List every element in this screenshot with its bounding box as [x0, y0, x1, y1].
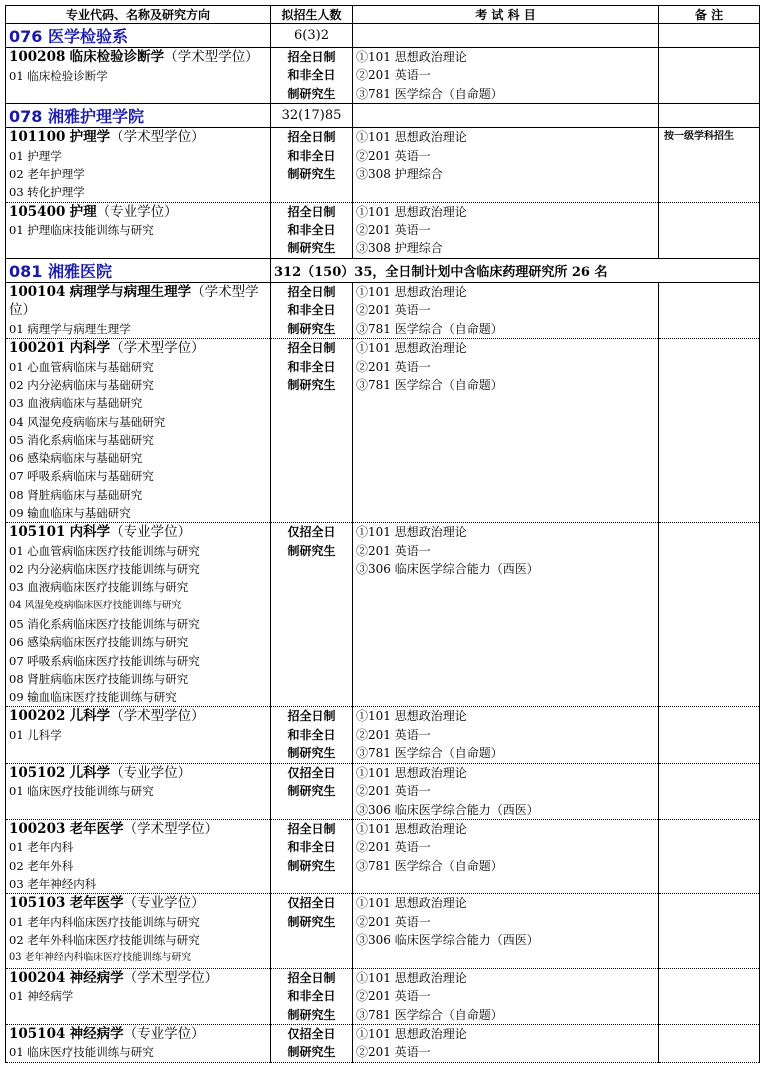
exam-subject: ②201 英语一 — [356, 68, 431, 83]
department-cell — [6, 104, 271, 128]
remark-cell — [659, 48, 760, 104]
major-cell — [6, 819, 271, 893]
department-subjects-empty — [353, 24, 659, 48]
enrollment-type-line: 制研究生 — [287, 784, 336, 799]
remark-cell — [659, 763, 760, 819]
exam-subject: ①101 思想政治理论 — [356, 204, 467, 219]
enrollment-type-cell — [271, 894, 353, 968]
header-quota: 拟招生人数 — [271, 6, 353, 24]
research-direction: 01 护理临床技能训练与研究 — [9, 223, 154, 238]
exam-subject: ③306 临床医学综合能力（西医） — [356, 933, 539, 948]
major-title — [9, 764, 267, 783]
major-row — [6, 707, 760, 763]
major-cell — [6, 968, 271, 1024]
enrollment-type-line: 仅招全日 — [287, 525, 336, 540]
enrollment-type-line: 制研究生 — [287, 167, 336, 182]
research-direction: 08 肾脏病临床医疗技能训练与研究 — [9, 671, 189, 686]
major-cell — [6, 339, 271, 523]
remark-cell — [659, 819, 760, 893]
major-code: 105101 — [9, 524, 66, 541]
degree-type: （学术型学位） — [123, 969, 219, 986]
research-direction: 08 肾脏病临床与基础研究 — [9, 487, 143, 502]
exam-subject: ②201 英语一 — [356, 359, 431, 374]
exam-subjects-cell — [353, 819, 659, 893]
exam-subject: ①101 思想政治理论 — [356, 821, 467, 836]
research-direction: 01 临床医疗技能训练与研究 — [9, 784, 154, 799]
major-name: 临床检验诊断学 — [69, 49, 165, 65]
research-direction: 02 内分泌病临床医疗技能训练与研究 — [9, 562, 200, 577]
major-cell — [6, 128, 271, 202]
enrollment-type-line: 仅招全日 — [287, 896, 336, 911]
research-direction: 03 转化护理学 — [9, 185, 85, 200]
department-name: 078 湘雅护理学院 — [9, 107, 144, 127]
exam-subject: ②201 英语一 — [356, 148, 431, 163]
major-name: 内科学 — [69, 524, 111, 541]
enrollment-type-line: 招全日制 — [287, 284, 336, 299]
remark-cell — [659, 523, 760, 707]
enrollment-type-line: 招全日制 — [287, 970, 336, 985]
enrollment-type-line: 和非全日 — [287, 68, 336, 83]
exam-subject: ①101 思想政治理论 — [356, 284, 467, 299]
research-direction: 01 病理学与病理生理学 — [9, 321, 131, 336]
degree-type: （专业学位） — [110, 524, 192, 541]
exam-subject: ①101 思想政治理论 — [356, 896, 467, 911]
major-title — [9, 523, 267, 542]
exam-subject: ②201 英语一 — [356, 727, 431, 742]
research-direction: 01 心血管病临床医疗技能训练与研究 — [9, 543, 200, 558]
major-name: 老年医学 — [69, 820, 124, 837]
enrollment-type-line: 制研究生 — [287, 86, 336, 101]
research-direction: 02 内分泌病临床与基础研究 — [9, 377, 154, 392]
exam-subject: ①101 思想政治理论 — [356, 765, 467, 780]
major-row — [6, 894, 760, 968]
enrollment-type-line: 和非全日 — [287, 989, 336, 1004]
exam-subject: ②201 英语一 — [356, 840, 431, 855]
enrollment-type-line: 招全日制 — [287, 204, 336, 219]
admissions-table — [5, 5, 760, 1063]
enrollment-type-line: 和非全日 — [287, 148, 336, 163]
research-direction: 01 临床医疗技能训练与研究 — [9, 1045, 154, 1060]
degree-type: （专业学位） — [110, 764, 192, 781]
exam-subject: ①101 思想政治理论 — [356, 1026, 467, 1041]
enrollment-type-line: 招全日制 — [287, 709, 336, 724]
major-code: 100201 — [9, 340, 66, 357]
exam-subjects-cell — [353, 202, 659, 258]
enrollment-type-line: 和非全日 — [287, 223, 336, 238]
major-title — [9, 707, 267, 726]
header-major: 专业代码、名称及研究方向 — [6, 6, 271, 24]
major-row — [6, 819, 760, 893]
exam-subject: ③781 医学综合（自命题） — [356, 86, 503, 101]
exam-subject: ③306 临床医学综合能力（西医） — [356, 802, 539, 817]
enrollment-type-cell — [271, 282, 353, 338]
major-row — [6, 763, 760, 819]
exam-subject: ②201 英语一 — [356, 784, 431, 799]
major-row — [6, 48, 760, 104]
research-direction: 09 输血临床与基础研究 — [9, 506, 131, 520]
enrollment-type-line: 制研究生 — [287, 858, 336, 873]
department-quota: 6(3)2 — [271, 24, 353, 48]
major-code: 100208 — [9, 49, 66, 65]
exam-subjects-cell — [353, 968, 659, 1024]
major-title — [9, 820, 267, 839]
major-code: 105104 — [9, 1025, 66, 1042]
major-code: 101100 — [9, 129, 66, 146]
major-title — [9, 48, 267, 67]
exam-subjects-cell — [353, 48, 659, 104]
research-direction: 01 临床检验诊断学 — [9, 68, 108, 83]
major-name: 儿科学 — [69, 708, 111, 725]
exam-subject: ①101 思想政治理论 — [356, 341, 467, 356]
remark-cell — [659, 894, 760, 968]
header-subjects: 考 试 科 目 — [353, 6, 659, 24]
major-row — [6, 202, 760, 258]
enrollment-type-line: 招全日制 — [287, 130, 336, 145]
major-name: 病理学与病理生理学 — [69, 283, 192, 300]
major-title — [9, 894, 267, 913]
enrollment-type-line: 和非全日 — [287, 359, 336, 374]
major-code: 105400 — [9, 203, 66, 220]
remark-cell — [659, 282, 760, 338]
exam-subject: ②201 英语一 — [356, 303, 431, 318]
research-direction: 03 老年神经内科 — [9, 877, 97, 891]
exam-subject: ③781 医学综合（自命题） — [356, 858, 503, 873]
major-title — [9, 283, 267, 320]
exam-subjects-cell — [353, 763, 659, 819]
department-quota: 32(17)85 — [271, 104, 353, 128]
exam-subjects-cell — [353, 282, 659, 338]
enrollment-type-line: 制研究生 — [287, 241, 336, 256]
research-direction: 02 老年护理学 — [9, 167, 85, 182]
major-code: 105102 — [9, 764, 66, 781]
research-direction: 07 呼吸系病临床与基础研究 — [9, 469, 154, 484]
enrollment-type-line: 仅招全日 — [287, 765, 336, 780]
exam-subjects-cell — [353, 523, 659, 707]
research-direction: 01 神经病学 — [9, 989, 74, 1004]
enrollment-type-cell — [271, 968, 353, 1024]
enrollment-type-line: 制研究生 — [287, 1007, 336, 1022]
remark-cell — [659, 339, 760, 523]
major-name: 护理学 — [69, 129, 111, 146]
research-direction: 01 老年内科 — [9, 840, 74, 855]
enrollment-type-cell — [271, 202, 353, 258]
exam-subjects-cell — [353, 128, 659, 202]
major-cell — [6, 707, 271, 763]
enrollment-type-line: 招全日制 — [287, 821, 336, 836]
major-cell — [6, 1024, 271, 1062]
department-cell — [6, 24, 271, 48]
exam-subjects-cell — [353, 894, 659, 968]
major-code: 100104 — [9, 283, 66, 300]
remark-cell — [659, 202, 760, 258]
enrollment-type-cell — [271, 523, 353, 707]
research-direction: 03 老年神经内科临床医疗技能训练与研究 — [9, 952, 192, 964]
enrollment-type-line: 制研究生 — [287, 1045, 336, 1060]
research-direction: 05 消化系病临床医疗技能训练与研究 — [9, 616, 200, 631]
degree-type: （学术型学位） — [164, 49, 259, 65]
major-cell — [6, 202, 271, 258]
exam-subjects-cell — [353, 707, 659, 763]
major-row — [6, 1024, 760, 1062]
department-remark-empty — [659, 104, 760, 128]
enrollment-type-cell — [271, 819, 353, 893]
major-cell — [6, 523, 271, 707]
research-direction: 02 老年外科临床医疗技能训练与研究 — [9, 933, 200, 948]
degree-type: （学术型学位） — [9, 283, 259, 319]
degree-type: （学术型学位） — [110, 129, 205, 146]
research-direction: 04 风湿免疫病临床医疗技能训练与研究 — [9, 599, 182, 611]
exam-subject: ①101 思想政治理论 — [356, 709, 467, 724]
exam-subject: ③308 护理综合 — [356, 241, 443, 256]
exam-subject: ③781 医学综合（自命题） — [356, 746, 503, 761]
degree-type: （学术型学位） — [110, 340, 205, 357]
department-remark-empty — [659, 24, 760, 48]
enrollment-type-line: 制研究生 — [287, 914, 336, 929]
research-direction: 01 儿科学 — [9, 727, 62, 742]
major-row — [6, 128, 760, 202]
enrollment-type-cell — [271, 339, 353, 523]
degree-type: （学术型学位） — [110, 708, 205, 725]
enrollment-type-line: 和非全日 — [287, 303, 336, 318]
major-row — [6, 339, 760, 523]
enrollment-type-cell — [271, 128, 353, 202]
research-direction: 07 呼吸系病临床医疗技能训练与研究 — [9, 653, 200, 668]
degree-type: （专业学位） — [123, 895, 205, 912]
research-direction: 05 消化系病临床与基础研究 — [9, 432, 154, 447]
major-code: 100202 — [9, 708, 66, 725]
major-title — [9, 969, 267, 988]
major-title — [9, 1025, 267, 1044]
major-title — [9, 128, 267, 147]
remark-cell — [659, 707, 760, 763]
exam-subject: ③306 临床医学综合能力（西医） — [356, 562, 539, 577]
degree-type: （学术型学位） — [123, 820, 219, 837]
research-direction: 06 感染病临床医疗技能训练与研究 — [9, 635, 189, 650]
exam-subject: ②201 英语一 — [356, 1045, 431, 1060]
exam-subject: ①101 思想政治理论 — [356, 970, 467, 985]
enrollment-type-cell — [271, 707, 353, 763]
major-row — [6, 523, 760, 707]
department-name: 081 湘雅医院 — [9, 261, 112, 281]
enrollment-type-cell — [271, 1024, 353, 1062]
remark-cell — [659, 968, 760, 1024]
exam-subjects-cell — [353, 339, 659, 523]
enrollment-type-line: 招全日制 — [287, 341, 336, 356]
exam-subject: ②201 英语一 — [356, 989, 431, 1004]
table-header-row — [6, 6, 760, 24]
major-cell — [6, 48, 271, 104]
degree-type: （专业学位） — [96, 203, 178, 220]
research-direction: 02 老年外科 — [9, 858, 74, 873]
major-code: 105103 — [9, 895, 66, 912]
research-direction: 01 心血管病临床与基础研究 — [9, 359, 154, 374]
enrollment-type-line: 制研究生 — [287, 377, 336, 392]
department-name: 076 医学检验系 — [9, 27, 128, 46]
major-name: 神经病学 — [69, 969, 124, 986]
exam-subject: ③308 护理综合 — [356, 167, 443, 182]
major-code: 100204 — [9, 969, 66, 986]
research-direction: 03 血液病临床医疗技能训练与研究 — [9, 580, 189, 595]
table-body — [6, 24, 760, 1063]
research-direction: 01 护理学 — [9, 148, 62, 163]
department-row — [6, 258, 760, 282]
exam-subject: ③781 医学综合（自命题） — [356, 1007, 503, 1022]
enrollment-type-line: 仅招全日 — [287, 1026, 336, 1041]
enrollment-type-line: 制研究生 — [287, 543, 336, 558]
remark-cell — [659, 1024, 760, 1062]
research-direction: 09 输血临床医疗技能训练与研究 — [9, 690, 177, 705]
major-name: 护理 — [69, 203, 97, 220]
exam-subject: ②201 英语一 — [356, 543, 431, 558]
enrollment-type-line: 招全日制 — [287, 50, 336, 64]
department-cell — [6, 258, 271, 282]
major-title — [9, 339, 267, 358]
major-name: 内科学 — [69, 340, 111, 357]
exam-subject: ①101 思想政治理论 — [356, 50, 467, 64]
department-subjects-empty — [353, 104, 659, 128]
major-name: 儿科学 — [69, 764, 111, 781]
major-cell — [6, 894, 271, 968]
major-cell — [6, 282, 271, 338]
research-direction: 01 老年内科临床医疗技能训练与研究 — [9, 914, 200, 929]
enrollment-type-line: 制研究生 — [287, 321, 336, 336]
department-quota: 312（150）35，全日制计划中含临床药理研究所 26 名 — [271, 258, 760, 282]
department-row — [6, 104, 760, 128]
exam-subject: ②201 英语一 — [356, 914, 431, 929]
degree-type: （专业学位） — [123, 1025, 205, 1042]
major-code: 100203 — [9, 820, 66, 837]
major-title — [9, 203, 267, 222]
exam-subject: ①101 思想政治理论 — [356, 525, 467, 540]
department-row — [6, 24, 760, 48]
enrollment-type-line: 和非全日 — [287, 727, 336, 742]
exam-subject: ①101 思想政治理论 — [356, 130, 467, 145]
enrollment-type-cell — [271, 763, 353, 819]
remark-cell: 按一级学科招生 — [659, 128, 760, 202]
exam-subject: ②201 英语一 — [356, 223, 431, 238]
major-row — [6, 282, 760, 338]
research-direction: 06 感染病临床与基础研究 — [9, 451, 143, 466]
enrollment-type-line: 和非全日 — [287, 840, 336, 855]
exam-subjects-cell — [353, 1024, 659, 1062]
major-cell — [6, 763, 271, 819]
research-direction: 04 风湿免疫病临床与基础研究 — [9, 414, 166, 429]
exam-subject: ③781 医学综合（自命题） — [356, 377, 503, 392]
header-remarks: 备 注 — [659, 6, 760, 24]
enrollment-type-cell — [271, 48, 353, 104]
exam-subject: ③781 医学综合（自命题） — [356, 321, 503, 336]
major-row — [6, 968, 760, 1024]
major-name: 老年医学 — [69, 895, 124, 912]
enrollment-type-line: 制研究生 — [287, 746, 336, 761]
research-direction: 03 血液病临床与基础研究 — [9, 396, 143, 411]
major-name: 神经病学 — [69, 1025, 124, 1042]
